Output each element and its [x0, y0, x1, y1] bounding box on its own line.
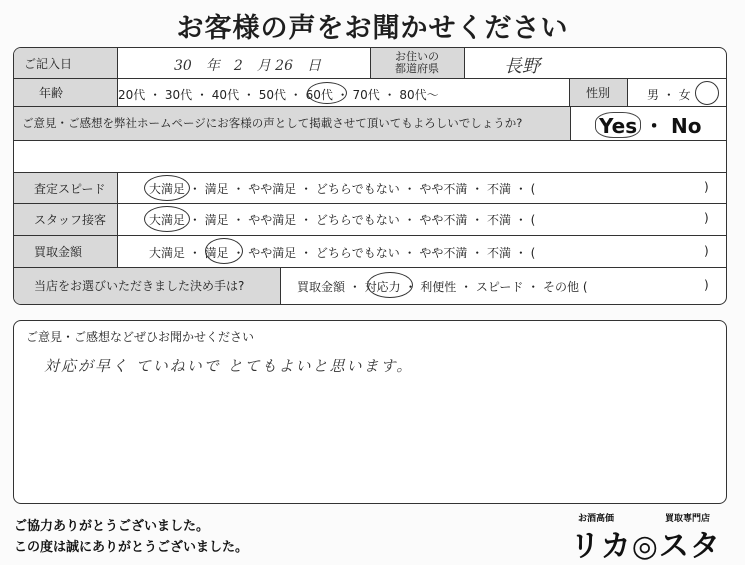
decision-selection-circle	[367, 272, 413, 298]
date-label-cell	[14, 48, 117, 78]
row1-label-cell	[14, 173, 117, 203]
logo-tag-right: 買取専門店	[665, 514, 711, 524]
comment-prompt: ご意見・ご感想などぜひお聞かせください	[26, 330, 255, 344]
footer-thanks-2: この度は誠にありがとうございました。	[14, 540, 249, 555]
logo-tag-left: お酒高価	[578, 514, 615, 524]
prefecture-value[interactable]: 長野	[504, 56, 540, 77]
rating-close-staff: )	[704, 211, 709, 225]
row2-label-cell	[14, 203, 117, 235]
question-cell	[14, 106, 570, 140]
rating-options-speed[interactable]: 大満足 ・ 満足 ・ やや満足 ・ どちらでもない ・ やや不満 ・ 不満 ・ (	[149, 182, 536, 196]
decision-close: )	[704, 278, 709, 292]
rating-close-speed: )	[704, 180, 709, 194]
comment-handwritten[interactable]: 対応が早く ていねいで とてもよいと思います。	[44, 357, 414, 375]
pref-label-line1: お住いの	[395, 50, 439, 63]
rating-close-price: )	[704, 244, 709, 258]
sex-label-cell	[569, 78, 627, 106]
decision-options[interactable]: 買取金額 ・ 対応力 ・ 利便性 ・ スピード ・ その他 (	[297, 280, 588, 294]
yes-selection-mark	[595, 112, 641, 138]
survey-form	[13, 47, 727, 305]
row3-label-cell	[14, 235, 117, 267]
price-selection-circle	[205, 238, 243, 264]
pref-label-cell	[370, 48, 464, 78]
age-label: 年齢	[39, 85, 64, 100]
comment-box	[13, 320, 727, 504]
sex-options[interactable]: 男 ・ 女	[647, 88, 691, 102]
row-label-staff: スタッフ接客	[34, 212, 107, 227]
rating-options-price[interactable]: 大満足 ・ 満足 ・ やや満足 ・ どちらでもない ・ やや不満 ・ 不満 ・ (	[149, 246, 536, 260]
page-title: お客様の声をお聞かせください	[176, 13, 569, 44]
speed-selection-circle	[144, 175, 190, 201]
age-label-cell	[14, 78, 117, 106]
sex-label: 性別	[585, 85, 610, 100]
rating-options-staff[interactable]: 大満足 ・ 満足 ・ やや満足 ・ どちらでもない ・ やや不満 ・ 不満 ・ (	[149, 213, 536, 227]
staff-selection-circle	[144, 206, 190, 232]
age-selection-circle	[307, 82, 347, 104]
publish-question: ご意見・ご感想を弊社ホームページにお客様の声として掲載させて頂いてもよろしいでしょうか?	[22, 116, 523, 130]
decision-label-cell	[14, 267, 280, 304]
row-label-speed: 査定スピード	[34, 181, 106, 196]
date-value[interactable]: 30 年 2 月 26 日	[174, 58, 321, 74]
publish-yes-no[interactable]: Yes ・ No	[599, 114, 702, 138]
logo-name: リカ◎スタ	[570, 529, 721, 564]
row-label-price: 買取金額	[34, 244, 83, 259]
pref-label-line2: 都道府県	[395, 62, 439, 75]
sex-selection-circle	[695, 81, 719, 105]
decision-label: 当店をお選びいただきました決め手は?	[34, 279, 245, 293]
footer-thanks-1: ご協力ありがとうございました。	[14, 519, 210, 534]
date-label: ご記入日	[24, 56, 73, 71]
shop-logo	[570, 511, 740, 564]
age-options[interactable]: 20代 ・ 30代 ・ 40代 ・ 50代 ・ 60代 ・ 70代 ・ 80代～	[118, 88, 439, 102]
